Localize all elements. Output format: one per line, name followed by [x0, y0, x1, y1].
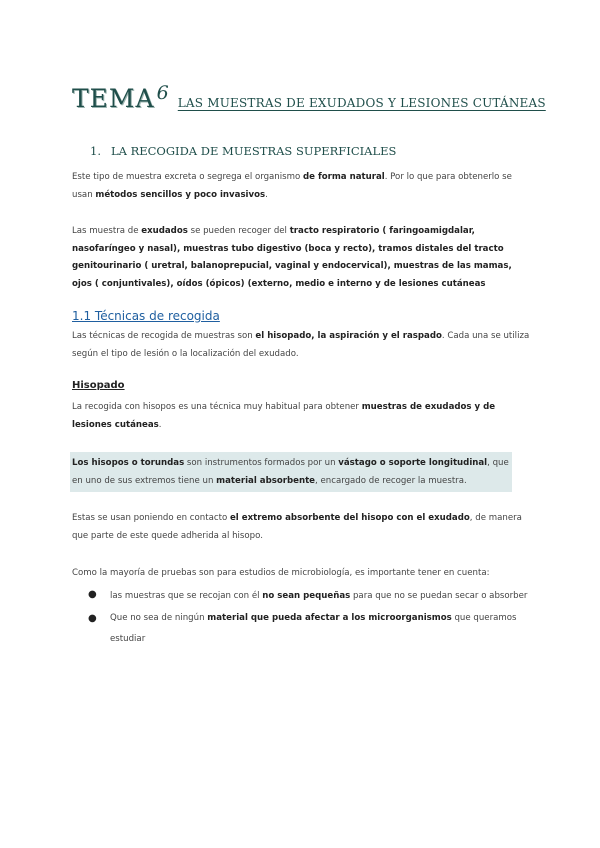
paragraph-6	[72, 510, 532, 545]
p6-b: el extremo absorbente del hisopo con el exudado	[229, 513, 470, 523]
p5-f: , encargado de recoger la muestra.	[315, 475, 467, 486]
b1-a: las muestras que se recojan con él	[110, 591, 263, 601]
bullet-dot-1: ●	[88, 589, 97, 600]
p5-b: son instrumentos formados por un	[184, 458, 339, 468]
section-1-text: LA RECOGIDA DE MUESTRAS SUPERFICIALES	[110, 144, 397, 158]
p1-d: métodos sencillos y poco invasivos	[95, 189, 266, 200]
paragraph-5	[72, 455, 512, 490]
paragraph-3	[72, 328, 532, 363]
p5-a: Los hisopos o torundas	[72, 458, 185, 468]
title-subtitle: LAS MUESTRAS DE EXUDADOS Y LESIONES CUTÁNEAS	[177, 96, 546, 110]
b2-c: que queramos estudiar	[110, 613, 517, 644]
bullet-dot-2: ●	[88, 613, 97, 624]
section-1-1-heading: 1.1 Técnicas de recogida	[72, 309, 220, 323]
hisopado-heading: Hisopado	[72, 380, 125, 391]
p1-e: .	[265, 189, 268, 200]
tema-label: TEMA	[72, 84, 155, 113]
p2-d: tracto respiratorio ( faringoamigdalar, nasofaríngeo y nasal), muestras tubo digestivo (boca y recto), tramos distales del tracto genitourinario ( uretral, balanoprepucial, vaginal y endocervical), muestras de las mamas, ojos ( conjuntivales), oídos (ópicos) (externo, medio e interno y de lesiones cutáneas	[72, 226, 512, 289]
bullet-item-2	[110, 608, 530, 650]
p5-e: material absorbente	[216, 475, 316, 486]
paragraph-1	[72, 169, 532, 204]
tema-number: 6	[156, 82, 169, 104]
document-title	[72, 82, 546, 113]
p4-b: muestras de exudados y de lesiones cutáneas	[72, 402, 496, 430]
section-1-heading	[90, 144, 396, 158]
p2-b: exudados	[141, 226, 188, 236]
b1-c: para que no se puedan secar o absorber	[350, 591, 528, 601]
p5-d: , que en uno de sus extremos tiene un	[72, 458, 509, 486]
b1-b: no sean pequeñas	[262, 591, 351, 601]
p1-b: de forma natural	[302, 172, 385, 182]
paragraph-4	[72, 399, 532, 434]
p1-c: . Por lo que para obtenerlo se usan	[72, 172, 512, 200]
p6-a: Estas se usan poniendo en contacto	[72, 513, 230, 523]
paragraph-2	[72, 223, 532, 293]
p2-a: Las muestra de	[72, 226, 142, 236]
p3-a: Las técnicas de recogida de muestras son	[72, 331, 256, 341]
b2-b: material que pueda afectar a los microorganismos	[207, 613, 452, 623]
bullet-item-1	[110, 586, 530, 607]
p1-a: Este tipo de muestra excreta o segrega el organismo	[72, 172, 303, 182]
p6-c: , de manera que parte de este quede adherida al hisopo.	[72, 513, 522, 541]
b2-a: Que no sea de ningún	[110, 613, 208, 623]
p3-b: el hisopado, la aspiración y el raspado	[255, 331, 442, 341]
p5-c: vástago o soporte longitudinal	[338, 458, 488, 468]
p4-c: .	[158, 419, 162, 430]
p2-c: se pueden recoger del	[187, 226, 290, 236]
paragraph-7: Como la mayoría de pruebas son para estudios de microbiología, es importante tener en cuenta:	[72, 568, 490, 578]
p4-a: La recogida con hisopos es una técnica muy habitual para obtener	[72, 402, 362, 412]
section-1-number: 1.	[90, 144, 101, 158]
p3-c: . Cada una se utiliza según el tipo de lesión o la localización del exudado.	[72, 331, 530, 359]
